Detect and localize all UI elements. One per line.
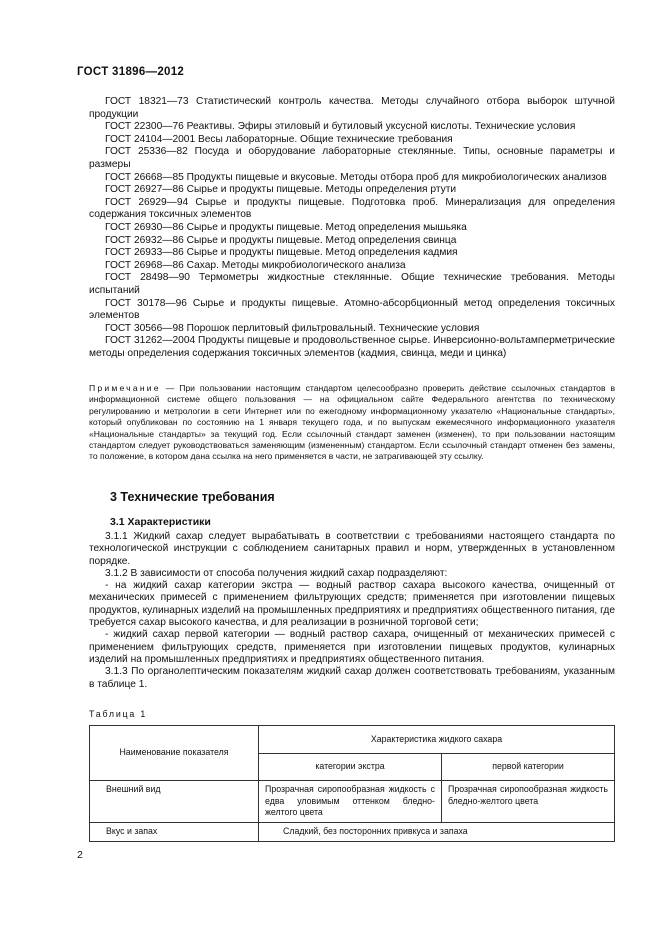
- reference-text: ГОСТ 24104—2001 Весы лабораторные. Общие технические требования: [105, 133, 453, 145]
- paragraph: - на жидкий сахар категории экстра — водный раствор сахара высокого качества, очищенный от механических примесей с применением фильтрующих средств; применяется при изготовлении пищевых продуктов, кулинарных изделий на промышленных предприятиях и предприятиях общественного питания, где требуется сахар высокого качества, и для реализации в розничной торговой сети;: [89, 580, 615, 629]
- reference-item: [89, 235, 615, 248]
- row-name: Внешний вид: [90, 781, 259, 823]
- table-caption: Таблица 1: [89, 709, 148, 719]
- header-first: первой категории: [442, 753, 615, 781]
- paragraph: 3.1.3 По органолептическим показателям жидкий сахар должен соответствовать требованиям, указанным в таблице 1.: [89, 666, 615, 690]
- reference-text: ГОСТ 26930—86 Сырье и продукты пищевые. Метод определения мышьяка: [105, 221, 467, 233]
- header-indicator: Наименование показателя: [90, 726, 259, 781]
- cell-merged: Сладкий, без посторонних привкуса и запаха: [259, 823, 615, 842]
- note-label: Примечание: [89, 383, 161, 393]
- reference-item: [89, 260, 615, 273]
- reference-text: ГОСТ 30178—96 Сырье и продукты пищевые. Атомно-абсорбционный метод определения токсичных элементов: [89, 297, 615, 322]
- references-note: [89, 383, 615, 463]
- reference-text: ГОСТ 28498—90 Термометры жидкостные стеклянные. Общие технические требования. Методы испытаний: [89, 272, 615, 296]
- reference-item: [89, 335, 615, 360]
- reference-text: ГОСТ 26933—86 Сырье и продукты пищевые. Метод определения кадмия: [105, 247, 458, 259]
- characteristics-table: [89, 725, 615, 842]
- reference-item: [89, 247, 615, 260]
- reference-text: ГОСТ 26968—86 Сахар. Методы микробиологического анализа: [105, 259, 406, 271]
- reference-item: [89, 184, 615, 197]
- reference-item: [89, 298, 615, 323]
- reference-text: ГОСТ 18321—73 Статистический контроль качества. Методы случайного отбора выборок штучной продукции: [89, 96, 615, 120]
- reference-text: ГОСТ 26929—94 Сырье и продукты пищевые. Подготовка проб. Минерализация для определения содержания токсичных элементов: [89, 196, 615, 221]
- reference-item: [89, 96, 615, 121]
- table-row: [90, 823, 615, 842]
- document-header-code: ГОСТ 31896—2012: [77, 66, 185, 78]
- table-header-row: [90, 726, 615, 754]
- subsection-title: 3.1 Характеристики: [110, 516, 211, 528]
- reference-text: ГОСТ 26927—86 Сырье и продукты пищевые. Методы определения ртути: [105, 184, 457, 196]
- reference-item: [89, 222, 615, 235]
- reference-item: [89, 121, 615, 134]
- reference-text: ГОСТ 22300—76 Реактивы. Эфиры этиловый и бутиловый уксусной кислоты. Технические условия: [105, 121, 576, 133]
- reference-item: [89, 272, 615, 297]
- reference-text: ГОСТ 25336—82 Посуда и оборудование лабораторные стеклянные. Типы, основные параметры и размеры: [89, 146, 615, 170]
- note-text: — При пользовании настоящим стандартом целесообразно проверить действие ссылочных стандартов в информационной системе общего пользования — на официальном сайте Федерального агентства по техническому регулированию и метрологии в сети Интернет или по ежегодному информационному указателю «Национальные стандарты», который опубликован по состоянию на 1 января текущего года, и по выпускам ежемесячного информационного указателя «Национальные стандарты» за текущий год. Если ссылочный стандарт заменен (изменен), то при пользовании настоящим стандартом следует руководствоваться заменяющим (измененным) стандартом. Если ссылочный стандарт отменен без замены, то положение, в котором дана ссылка на него применяется в части, не затрагивающей эту ссылку.: [89, 383, 616, 462]
- normative-references-list: [89, 96, 615, 360]
- reference-item: [89, 197, 615, 222]
- section-body: [89, 531, 615, 691]
- reference-item: [89, 146, 615, 171]
- reference-item: [89, 134, 615, 147]
- header-group: Характеристика жидкого сахара: [259, 726, 615, 754]
- paragraph: 3.1.1 Жидкий сахар следует вырабатывать в соответствии с требованиями настоящего стандарта по технологической инструкции с соблюдением санитарных правил и норм, утвержденных в установленном порядке.: [89, 531, 615, 567]
- reference-text: ГОСТ 31262—2004 Продукты пищевые и продовольственное сырье. Инверсионно-вольтамперметрические методы определения содержания токсичных элементов (кадмия, свинца, меди и цинка): [89, 335, 615, 359]
- cell-extra: Прозрачная сиропообразная жидкость с едва уловимым оттенком бледно-желтого цвета: [259, 781, 442, 823]
- page-number: 2: [77, 849, 83, 861]
- reference-item: [89, 172, 615, 185]
- cell-first: Прозрачная сиропообразная жидкость бледно-желтого цвета: [442, 781, 615, 823]
- header-extra: категории экстра: [259, 753, 442, 781]
- paragraph: 3.1.2 В зависимости от способа получения жидкий сахар подразделяют:: [105, 567, 448, 579]
- reference-text: ГОСТ 26668—85 Продукты пищевые и вкусовые. Методы отбора проб для микробиологических анализов: [105, 171, 607, 183]
- reference-text: ГОСТ 30566—98 Порошок перлитовый фильтровальный. Технические условия: [105, 322, 480, 334]
- table-row: [90, 781, 615, 823]
- reference-text: ГОСТ 26932—86 Сырье и продукты пищевые. Метод определения свинца: [105, 234, 457, 246]
- reference-item: [89, 323, 615, 336]
- section-title: 3 Технические требования: [110, 490, 275, 504]
- row-name: Вкус и запах: [90, 823, 259, 842]
- paragraph: - жидкий сахар первой категории — водный раствор сахара, очищенный от механических примесей с применением фильтрующих средств, применяется при изготовлении пищевых продуктов, кулинарных изделий на промышленных предприятиях и предприятиях общественного питания.: [89, 629, 615, 665]
